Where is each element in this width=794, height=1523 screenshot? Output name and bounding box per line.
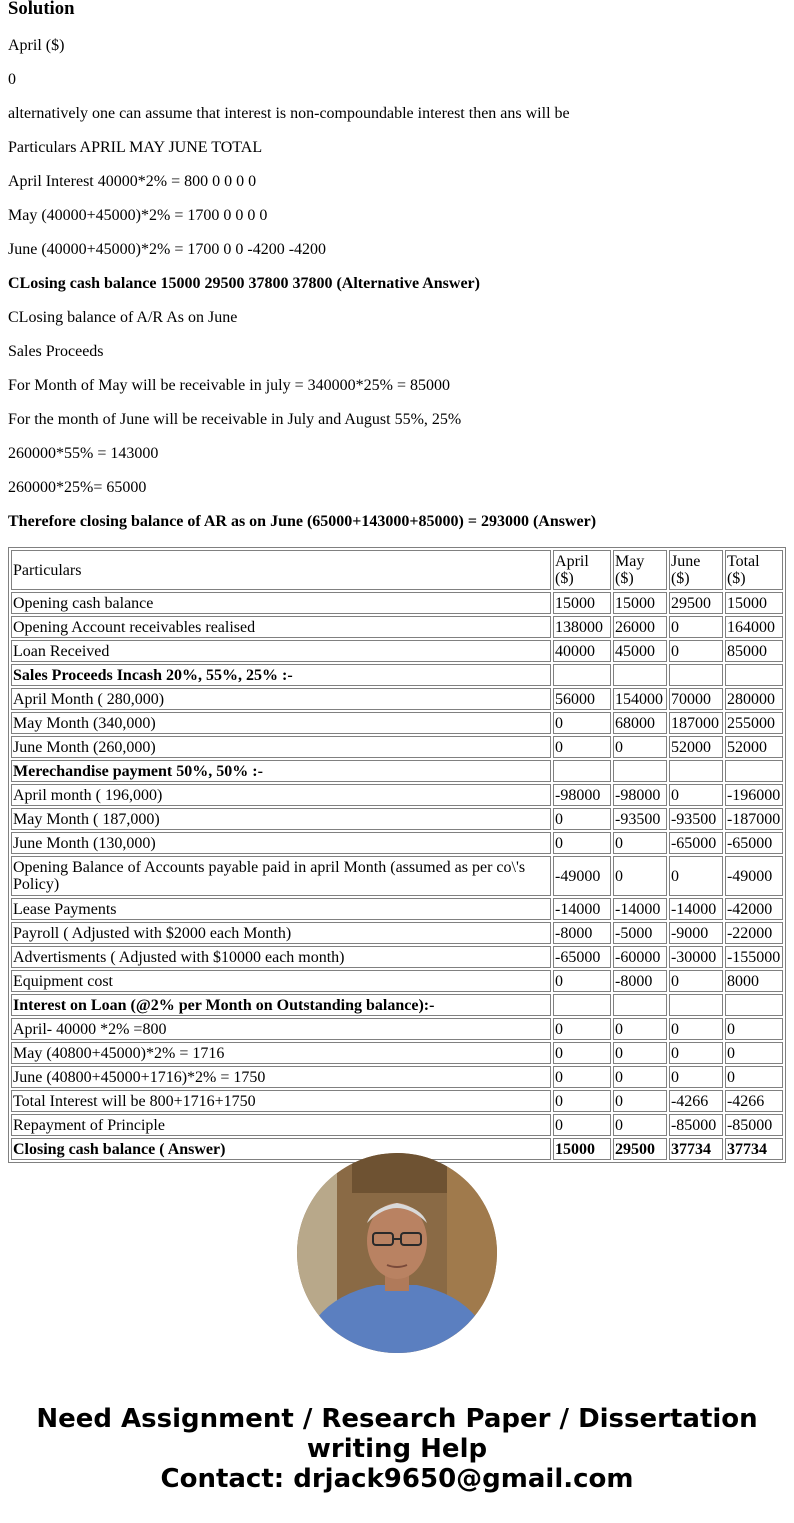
- cell-april: 0: [553, 1018, 611, 1040]
- cell-total: 280000: [725, 688, 783, 710]
- cell-may: 29500: [613, 1138, 667, 1160]
- cash-budget-table: [8, 547, 786, 1163]
- cell-may: [613, 664, 667, 686]
- row-label: June (40800+45000+1716)*2% = 1750: [11, 1066, 551, 1088]
- cell-may: -8000: [613, 970, 667, 992]
- cell-april: 0: [553, 1114, 611, 1136]
- row-label: Total Interest will be 800+1716+1750: [11, 1090, 551, 1112]
- cell-june: [669, 664, 723, 686]
- cell-june: -85000: [669, 1114, 723, 1136]
- cell-april: [553, 994, 611, 1016]
- cell-june: 0: [669, 640, 723, 662]
- cell-june: 0: [669, 1042, 723, 1064]
- cell-total: -187000: [725, 808, 783, 830]
- text-line: 260000*55% = 143000: [8, 445, 159, 462]
- text-line: 260000*25%= 65000: [8, 479, 147, 496]
- cell-june: 52000: [669, 736, 723, 758]
- cell-total: -65000: [725, 832, 783, 854]
- cell-april: 0: [553, 832, 611, 854]
- cell-may: 0: [613, 736, 667, 758]
- table-row: [11, 592, 783, 614]
- cell-june: -30000: [669, 946, 723, 968]
- table-header-row: [11, 550, 783, 590]
- row-label: Opening cash balance: [11, 592, 551, 614]
- cell-total: 164000: [725, 616, 783, 638]
- table-row: [11, 1042, 783, 1064]
- cell-may: -5000: [613, 922, 667, 944]
- cell-april: -8000: [553, 922, 611, 944]
- cell-may: 0: [613, 1018, 667, 1040]
- row-label: Loan Received: [11, 640, 551, 662]
- cell-june: -93500: [669, 808, 723, 830]
- header-total: Total ($): [725, 550, 783, 590]
- footer-line-2: writing Help: [306, 1434, 488, 1464]
- cell-april: 138000: [553, 616, 611, 638]
- cell-may: 26000: [613, 616, 667, 638]
- cell-april: 0: [553, 1090, 611, 1112]
- row-label: Opening Balance of Accounts payable paid in april Month (assumed as per co\'s Policy): [11, 856, 551, 896]
- cell-april: 0: [553, 1042, 611, 1064]
- cell-total: [725, 994, 783, 1016]
- cell-april: 0: [553, 808, 611, 830]
- text-line: Particulars APRIL MAY JUNE TOTAL: [8, 139, 263, 156]
- cell-june: 0: [669, 856, 723, 896]
- cell-april: -49000: [553, 856, 611, 896]
- cell-june: 37734: [669, 1138, 723, 1160]
- cell-may: 154000: [613, 688, 667, 710]
- cell-june: 29500: [669, 592, 723, 614]
- cell-june: 0: [669, 784, 723, 806]
- row-label: May Month ( 187,000): [11, 808, 551, 830]
- table-row: [11, 970, 783, 992]
- cell-may: -60000: [613, 946, 667, 968]
- header-particulars: Particulars: [11, 550, 551, 590]
- cell-april: 40000: [553, 640, 611, 662]
- ar-answer-line: Therefore closing balance of AR as on June (65000+143000+85000) = 293000 (Answer): [8, 513, 597, 530]
- cell-april: 56000: [553, 688, 611, 710]
- cell-total: -42000: [725, 898, 783, 920]
- cell-total: -4266: [725, 1090, 783, 1112]
- row-label: June Month (130,000): [11, 832, 551, 854]
- cell-total: 255000: [725, 712, 783, 734]
- row-label: April month ( 196,000): [11, 784, 551, 806]
- text-line: For the month of June will be receivable in July and August 55%, 25%: [8, 411, 462, 428]
- cell-april: -14000: [553, 898, 611, 920]
- cell-total: 0: [725, 1042, 783, 1064]
- cell-total: 0: [725, 1018, 783, 1040]
- cell-total: 15000: [725, 592, 783, 614]
- cell-total: 8000: [725, 970, 783, 992]
- solution-heading: Solution: [8, 0, 75, 19]
- text-line: April Interest 40000*2% = 800 0 0 0 0: [8, 173, 257, 190]
- cell-april: [553, 664, 611, 686]
- footer-line-1: Need Assignment / Research Paper / Dissertation: [36, 1404, 758, 1434]
- table-row: [11, 856, 783, 896]
- alternative-answer-line: CLosing cash balance 15000 29500 37800 37800 (Alternative Answer): [8, 275, 480, 292]
- cell-june: 0: [669, 1018, 723, 1040]
- row-label: Payroll ( Adjusted with $2000 each Month): [11, 922, 551, 944]
- table-row: [11, 808, 783, 830]
- text-line: June (40000+45000)*2% = 1700 0 0 -4200 -4200: [8, 241, 327, 258]
- table-row: [11, 1066, 783, 1088]
- text-line: 0: [8, 71, 16, 88]
- cell-april: [553, 760, 611, 782]
- cell-april: -98000: [553, 784, 611, 806]
- table-row: [11, 736, 783, 758]
- text-line: CLosing balance of A/R As on June: [8, 309, 238, 326]
- cell-may: 15000: [613, 592, 667, 614]
- table-row: [11, 760, 783, 782]
- cell-total: -49000: [725, 856, 783, 896]
- text-line: Sales Proceeds: [8, 343, 104, 360]
- cell-april: 0: [553, 970, 611, 992]
- cell-june: -14000: [669, 898, 723, 920]
- text-line: May (40000+45000)*2% = 1700 0 0 0 0: [8, 207, 268, 224]
- cell-total: 85000: [725, 640, 783, 662]
- cell-may: -98000: [613, 784, 667, 806]
- cell-june: [669, 994, 723, 1016]
- cell-june: -65000: [669, 832, 723, 854]
- cell-april: 15000: [553, 1138, 611, 1160]
- row-label: Sales Proceeds Incash 20%, 55%, 25% :-: [11, 664, 551, 686]
- cell-june: -4266: [669, 1090, 723, 1112]
- row-label: Opening Account receivables realised: [11, 616, 551, 638]
- cell-total: 52000: [725, 736, 783, 758]
- cell-total: [725, 664, 783, 686]
- cell-may: 68000: [613, 712, 667, 734]
- cell-may: 45000: [613, 640, 667, 662]
- header-june: June ($): [669, 550, 723, 590]
- cell-april: 0: [553, 736, 611, 758]
- row-label: May (40800+45000)*2% = 1716: [11, 1042, 551, 1064]
- table-row: [11, 664, 783, 686]
- header-may: May ($): [613, 550, 667, 590]
- cell-may: 0: [613, 1090, 667, 1112]
- footer-email-line: Contact: drjack9650@gmail.com: [160, 1464, 634, 1494]
- cell-june: 0: [669, 970, 723, 992]
- row-label: Merechandise payment 50%, 50% :-: [11, 760, 551, 782]
- cell-total: -196000: [725, 784, 783, 806]
- table-row: [11, 946, 783, 968]
- cell-june: -9000: [669, 922, 723, 944]
- row-label: Repayment of Principle: [11, 1114, 551, 1136]
- table-row: [11, 922, 783, 944]
- cell-june: 0: [669, 1066, 723, 1088]
- table-row: [11, 712, 783, 734]
- text-line: April ($): [8, 37, 65, 54]
- cell-june: [669, 760, 723, 782]
- row-label: April Month ( 280,000): [11, 688, 551, 710]
- cell-april: 15000: [553, 592, 611, 614]
- table-row: [11, 640, 783, 662]
- cell-april: 0: [553, 1066, 611, 1088]
- table-row: [11, 898, 783, 920]
- cell-april: -65000: [553, 946, 611, 968]
- row-label: May Month (340,000): [11, 712, 551, 734]
- table-row: [11, 1018, 783, 1040]
- cell-april: 0: [553, 712, 611, 734]
- cell-june: 0: [669, 616, 723, 638]
- footer-contact: [0, 1404, 794, 1494]
- cell-may: 0: [613, 1042, 667, 1064]
- cell-total: [725, 760, 783, 782]
- table-row: [11, 688, 783, 710]
- cell-june: 70000: [669, 688, 723, 710]
- row-label: Lease Payments: [11, 898, 551, 920]
- header-april: April ($): [553, 550, 611, 590]
- cell-may: [613, 760, 667, 782]
- cell-may: -93500: [613, 808, 667, 830]
- cell-may: 0: [613, 1114, 667, 1136]
- cell-may: 0: [613, 1066, 667, 1088]
- table-row: [11, 616, 783, 638]
- table-row: [11, 832, 783, 854]
- cell-may: [613, 994, 667, 1016]
- row-label: Equipment cost: [11, 970, 551, 992]
- table-row: [11, 1114, 783, 1136]
- cell-total: 37734: [725, 1138, 783, 1160]
- row-label: April- 40000 *2% =800: [11, 1018, 551, 1040]
- cell-may: -14000: [613, 898, 667, 920]
- table-row: [11, 784, 783, 806]
- text-line: For Month of May will be receivable in july = 340000*25% = 85000: [8, 377, 450, 394]
- row-label: Closing cash balance ( Answer): [11, 1138, 551, 1160]
- author-photo: [297, 1153, 497, 1353]
- row-label: Advertisments ( Adjusted with $10000 each month): [11, 946, 551, 968]
- table-row: [11, 994, 783, 1016]
- row-label: Interest on Loan (@2% per Month on Outstanding balance):-: [11, 994, 551, 1016]
- cell-may: 0: [613, 856, 667, 896]
- text-line: alternatively one can assume that interest is non-compoundable interest then ans will be: [8, 105, 570, 122]
- cell-total: 0: [725, 1066, 783, 1088]
- cell-total: -22000: [725, 922, 783, 944]
- row-label: June Month (260,000): [11, 736, 551, 758]
- cell-may: 0: [613, 832, 667, 854]
- cell-total: -155000: [725, 946, 783, 968]
- cell-june: 187000: [669, 712, 723, 734]
- table-row: [11, 1090, 783, 1112]
- author-avatar: [297, 1153, 497, 1353]
- cell-total: -85000: [725, 1114, 783, 1136]
